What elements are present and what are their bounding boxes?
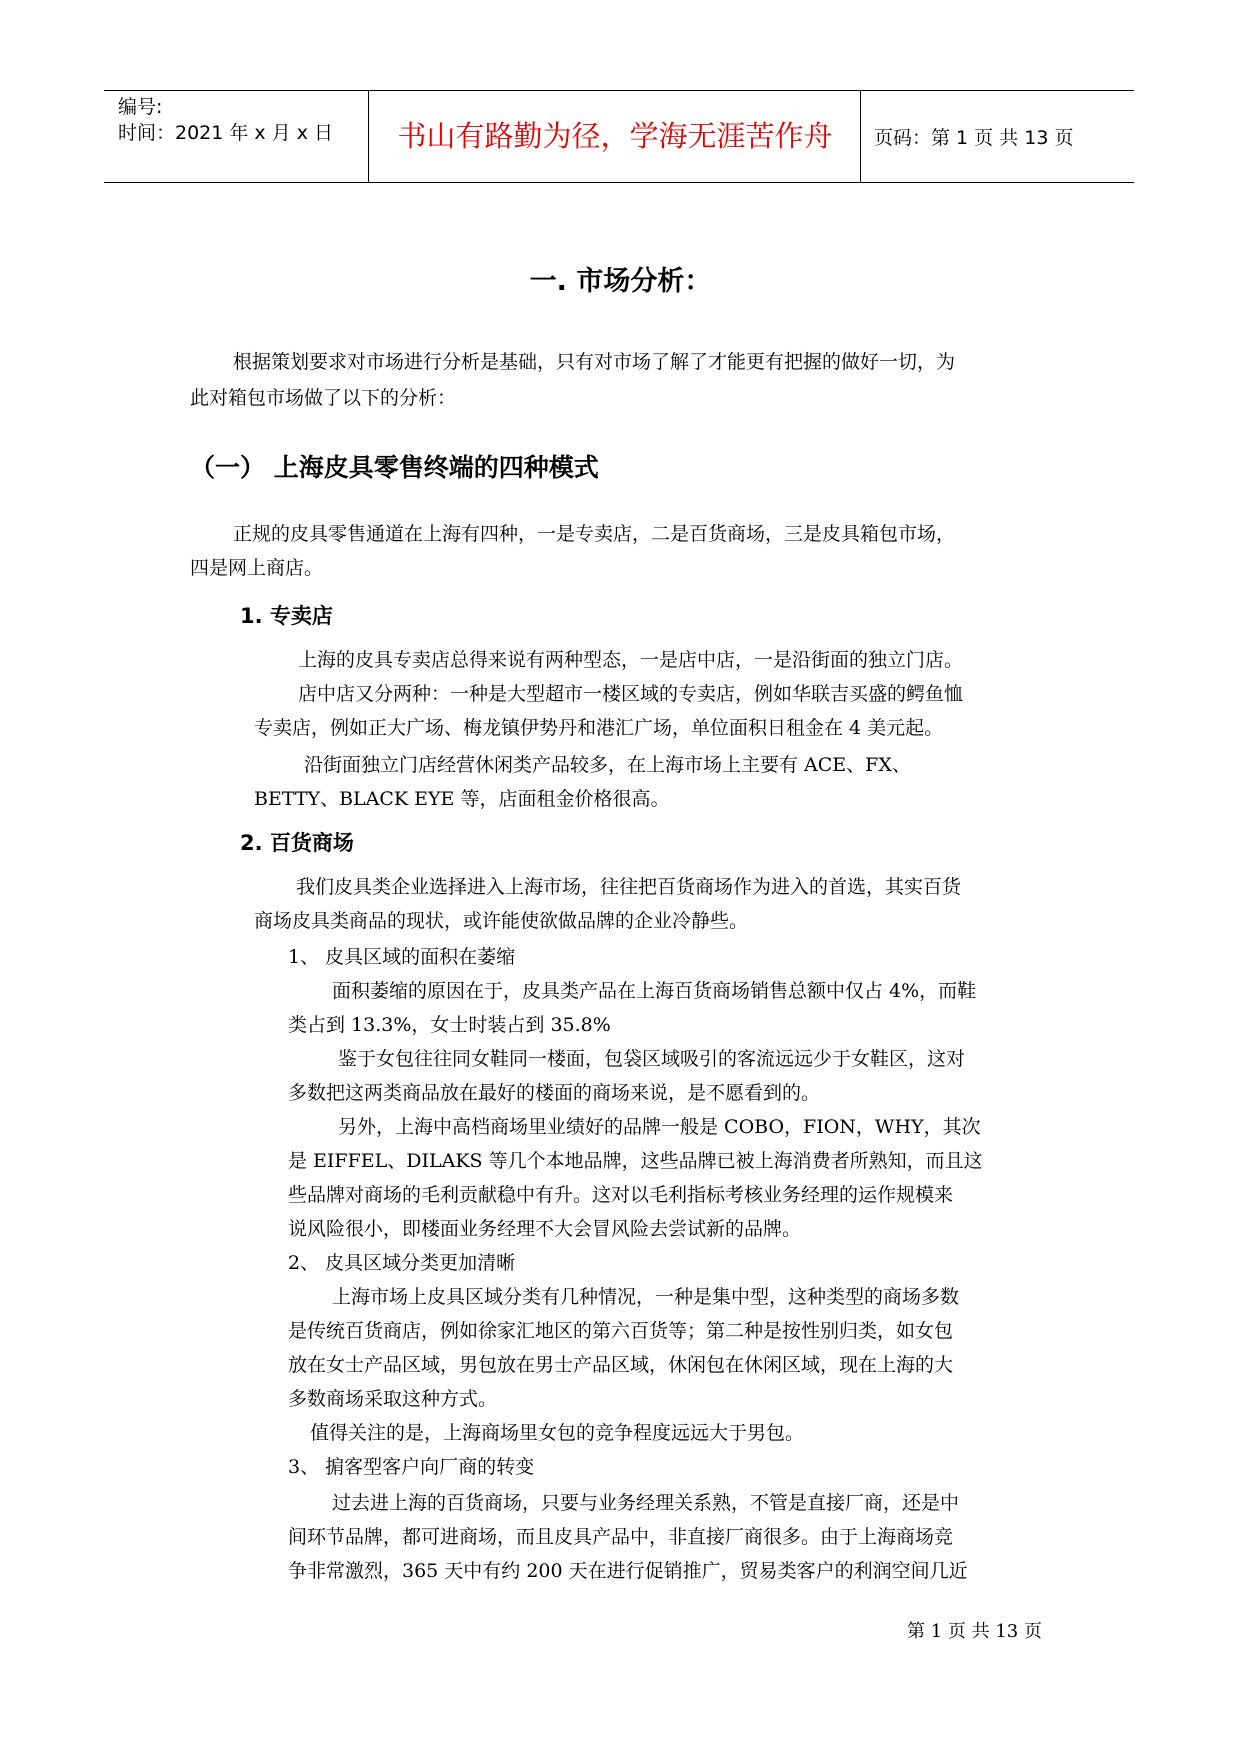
body-line: 专卖店，例如正大广场、梅龙镇伊势丹和港汇广场，单位面积日租金在 4 美元起。 (254, 717, 944, 739)
body-line: 间环节品牌，都可进商场，而且皮具产品中，非直接厂商很多。由于上海商场竞 (288, 1526, 954, 1548)
body-line: 我们皮具类企业选择进入上海市场，往往把百货商场作为进入的首选，其实百货 (296, 876, 962, 898)
body-line: 沿街面独立门店经营休闲类产品较多，在上海市场上主要有 ACE、FX、 (304, 754, 911, 776)
section-paragraph-line: 正规的皮具零售通道在上海有四种，一是专卖店，二是百货商场，三是皮具箱包市场， (233, 523, 956, 545)
body-line: 多数把这两类商品放在最好的楼面的商场来说，是不愿看到的。 (288, 1082, 821, 1104)
page-title: 一. 市场分析： (529, 266, 712, 297)
body-line: 商场皮具类商品的现状，或许能使欲做品牌的企业冷静些。 (254, 910, 749, 932)
body-line: 是传统百货商店，例如徐家汇地区的第六百货等；第二种是按性别归类，如女包 (288, 1320, 954, 1342)
intro-line: 此对箱包市场做了以下的分析： (190, 387, 457, 409)
body-line: 另外，上海中高档商场里业绩好的品牌一般是 COBO，FION，WHY，其次 (338, 1116, 981, 1138)
body-line: 争非常激烈，365 天中有约 200 天在进行促销推广，贸易类客户的利润空间几近 (288, 1560, 968, 1582)
header-bottom-border (104, 182, 1134, 183)
intro-line: 根据策划要求对市场进行分析是基础，只有对市场了解了才能更有把握的做好一切，为 (233, 351, 956, 373)
header-divider-left (368, 90, 369, 182)
header-number-label: 编号: (118, 96, 163, 118)
page-footer: 第 1 页 共 13 页 (907, 1621, 1042, 1642)
subheading-specialty-store: 1. 专卖店 (240, 604, 333, 628)
body-line: 多数商场采取这种方式。 (288, 1388, 498, 1410)
body-line: 鉴于女包往往同女鞋同一楼面，包袋区域吸引的客流远远少于女鞋区，这对 (338, 1048, 966, 1070)
body-line: 上海的皮具专卖店总得来说有两种型态，一是店中店，一是沿街面的独立门店。 (298, 649, 964, 671)
body-line: 说风险很小，即楼面业务经理不大会冒风险去尝试新的品牌。 (288, 1218, 802, 1240)
body-line: 值得关注的是，上海商场里女包的竞争程度远远大于男包。 (310, 1422, 805, 1444)
header-time-label: 时间：2021 年 x 月 x 日 (118, 122, 334, 144)
body-line: 是 EIFFEL、DILAKS 等几个本地品牌，这些品牌已被上海消费者所熟知，而且这 (288, 1150, 983, 1172)
body-line: 些品牌对商场的毛利贡献稳中有升。这对以毛利指标考核业务经理的运作规模来 (288, 1184, 954, 1206)
header-page-info: 页码：第 1 页 共 13 页 (874, 127, 1074, 149)
header-motto: 书山有路勤为径，学海无涯苦作舟 (397, 119, 833, 153)
list-item-heading: 3、 掮客型客户向厂商的转变 (288, 1456, 535, 1478)
section-paragraph-line: 四是网上商店。 (190, 557, 324, 579)
body-line: 上海市场上皮具区域分类有几种情况，一种是集中型，这种类型的商场多数 (332, 1286, 960, 1308)
body-line: 过去进上海的百货商场，只要与业务经理关系熟，不管是直接厂商，还是中 (332, 1492, 960, 1514)
body-line: 面积萎缩的原因在于，皮具类产品在上海百货商场销售总额中仅占 4%，而鞋 (332, 980, 977, 1002)
header-divider-right (860, 90, 861, 182)
list-item-heading: 1、 皮具区域的面积在萎缩 (288, 946, 516, 968)
body-line: 类占到 13.3%，女士时装占到 35.8% (288, 1014, 611, 1036)
body-line: BETTY、BLACK EYE 等，店面租金价格很高。 (254, 788, 670, 810)
body-line: 放在女士产品区域，男包放在男士产品区域，休闲包在休闲区域，现在上海的大 (288, 1354, 954, 1376)
body-line: 店中店又分两种：一种是大型超市一楼区域的专卖店，例如华联吉买盛的鳄鱼恤 (298, 683, 964, 705)
section-heading: （一） 上海皮具零售终端的四种模式 (190, 453, 599, 482)
subheading-department-store: 2. 百货商场 (240, 831, 354, 855)
header-top-border (104, 90, 1134, 91)
list-item-heading: 2、 皮具区域分类更加清晰 (288, 1252, 516, 1274)
